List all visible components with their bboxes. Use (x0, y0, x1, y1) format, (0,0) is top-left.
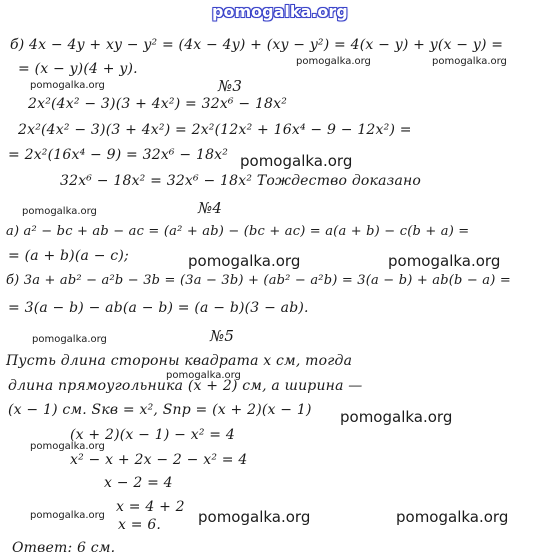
watermark: pomogalka.org (432, 56, 507, 67)
solution-line: 32x⁶ − 18x² = 32x⁶ − 18x² Тождество доказано (60, 173, 422, 189)
watermark: pomogalka.org (396, 508, 509, 526)
problem-number: №4 (198, 199, 223, 217)
watermark: pomogalka.org (30, 441, 105, 452)
watermark: pomogalka.org (30, 80, 105, 91)
watermark: pomogalka.org (340, 408, 453, 426)
solution-line: x = 4 + 2 (116, 499, 185, 515)
watermark: pomogalka.org (240, 152, 353, 170)
solution-line: 2x²(4x² − 3)(3 + 4x²) = 2x²(12x² + 16x⁴ − 9 − 12x²) = (18, 122, 412, 138)
solution-line: а) a² − bc + ab − ac = (a² + ab) − (bc + ac) = a(a + b) − c(b + a) = (6, 224, 470, 239)
problem-number: №3 (218, 77, 243, 95)
watermark: pomogalka.org (198, 508, 311, 526)
solution-line: x − 2 = 4 (104, 475, 173, 491)
watermark: pomogalka.org (32, 334, 107, 345)
watermark: pomogalka.org (296, 56, 371, 67)
solution-line: = 3(a − b) − ab(a − b) = (a − b)(3 − ab). (8, 300, 309, 316)
solution-line: x = 6. (118, 517, 162, 533)
solution-line: 2x²(4x² − 3)(3 + 4x²) = 32x⁶ − 18x² (28, 96, 288, 112)
solution-line: = (a + b)(a − c); (8, 248, 129, 264)
solution-line: = (x − y)(4 + y). (18, 61, 138, 77)
watermark: pomogalka.org (30, 510, 105, 521)
solution-line: (x − 1) см. Sкв = x², Sпр = (x + 2)(x − 1) (8, 402, 312, 418)
solution-line: Пусть длина стороны квадрата x см, тогда (6, 353, 353, 369)
watermark: pomogalka.org (188, 252, 301, 270)
watermark: pomogalka.org (22, 206, 97, 217)
solution-line: б) 3a + ab² − a²b − 3b = (3a − 3b) + (ab² − a²b) = 3(a − b) + ab(b − a) = (6, 273, 511, 288)
solution-line: = 2x²(16x⁴ − 9) = 32x⁶ − 18x² (8, 147, 229, 163)
watermark: pomogalka.org (166, 370, 241, 381)
watermark: pomogalka.org (388, 252, 501, 270)
problem-number: №5 (210, 327, 235, 345)
solution-line: б) 4x − 4y + xy − y² = (4x − 4y) + (xy − y²) = 4(x − y) + y(x − y) = (10, 37, 504, 53)
answer-line: Ответ: 6 см. (12, 540, 116, 556)
solution-line: (x + 2)(x − 1) − x² = 4 (70, 427, 235, 443)
solution-line: длина прямоугольника (x + 2) см, а ширина — (8, 378, 363, 394)
solution-line: x² − x + 2x − 2 − x² = 4 (70, 452, 248, 468)
site-watermark-top: pomogalka.org (212, 2, 348, 21)
